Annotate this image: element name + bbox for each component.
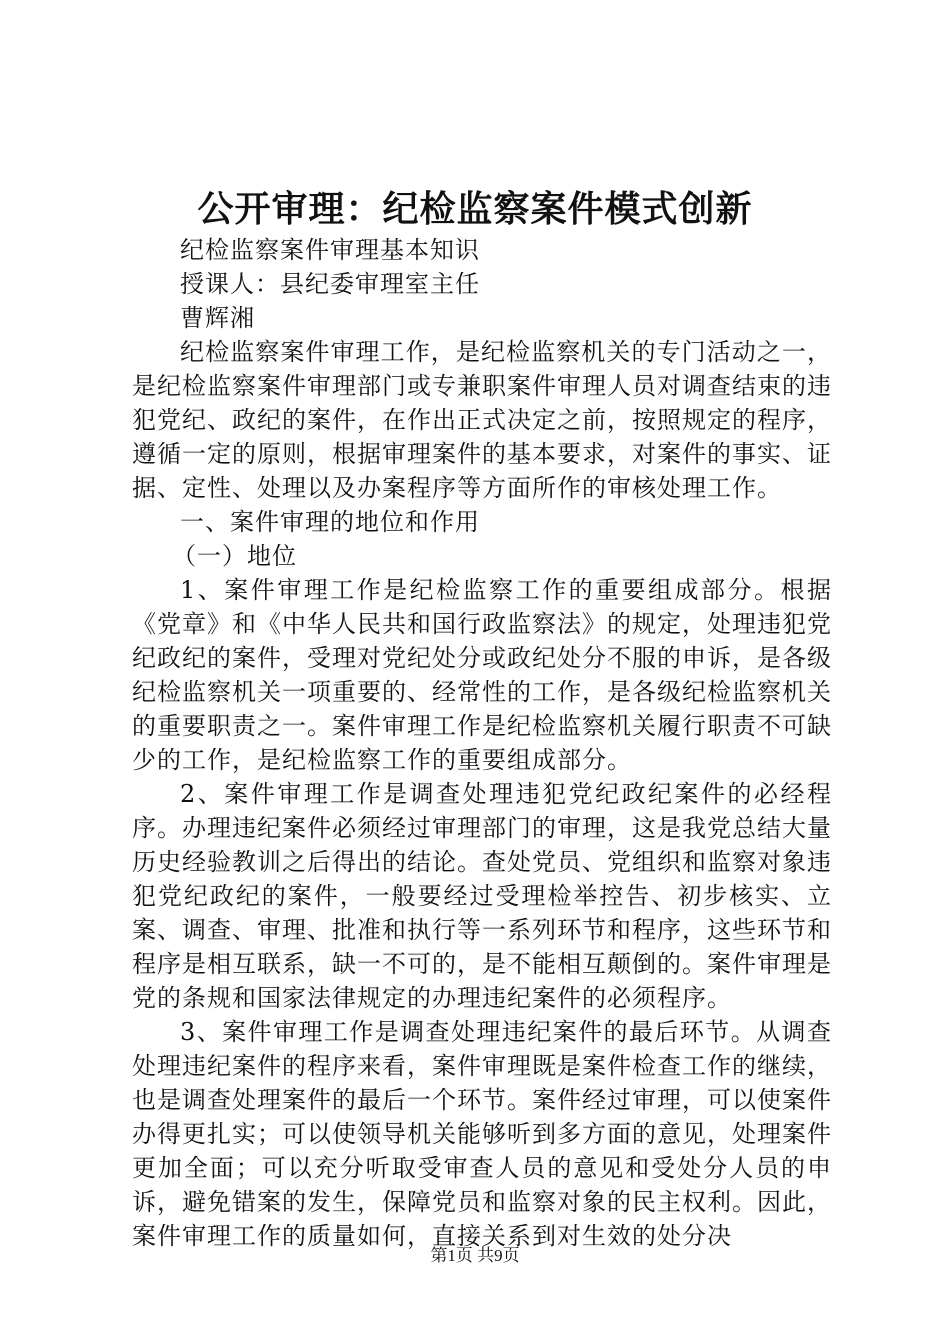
subsection-heading: （一）地位 (172, 542, 297, 570)
paragraph-subtitle: 纪检监察案件审理基本知识 (180, 236, 480, 264)
paragraph-intro: 纪检监察案件审理工作，是纪检监察机关的专门活动之一，是纪检监察案件审理部门或专兼职案件审理人员对调查结束的违犯党纪、政纪的案件，在作出正式决定之前，按照规定的程序，遵循一定的原则，根据审理案件的基本要求，对案件的事实、证据、定性、处理以及办案程序等方面所作的审核处理工作。 (132, 338, 832, 502)
paragraph-point-1: 1、案件审理工作是纪检监察工作的重要组成部分。根据《党章》和《中华人民共和国行政监察法》的规定，处理违犯党纪政纪的案件，受理对党纪处分或政纪处分不服的申诉，是各级纪检监察机关一项重要的、经常性的工作，是各级纪检监察机关的重要职责之一。案件审理工作是纪检监察机关履行职责不可缺少的工作，是纪检监察工作的重要组成部分。 (132, 576, 832, 774)
page-footer: 第1页 共9页 (430, 1246, 520, 1265)
section-heading: 一、案件审理的地位和作用 (180, 508, 480, 536)
document-title: 公开审理：纪检监察案件模式创新 (197, 189, 753, 230)
paragraph-lecturer: 授课人：县纪委审理室主任 (180, 270, 480, 298)
paragraph-lecturer-name: 曹辉湘 (180, 304, 255, 332)
document-body (132, 233, 832, 1253)
paragraph-point-3: 3、案件审理工作是调查处理违纪案件的最后环节。从调查处理违纪案件的程序来看，案件审理既是案件检查工作的继续，也是调查处理案件的最后一个环节。案件经过审理，可以使案件办得更扎实；可以使领导机关能够听到多方面的意见，处理案件更加全面；可以充分听取受审查人员的意见和受处分人员的申诉，避免错案的发生，保障党员和监察对象的民主权利。因此，案件审理工作的质量如何，直接关系到对生效的处分决 (132, 1018, 832, 1250)
paragraph-point-2: 2、案件审理工作是调查处理违犯党纪政纪案件的必经程序。办理违纪案件必须经过审理部门的审理，这是我党总结大量历史经验教训之后得出的结论。查处党员、党组织和监察对象违犯党纪政纪的案件，一般要经过受理检举控告、初步核实、立案、调查、审理、批准和执行等一系列环节和程序，这些环节和程序是相互联系，缺一不可的，是不能相互颠倒的。案件审理是党的条规和国家法律规定的办理违纪案件的必须程序。 (132, 780, 832, 1012)
